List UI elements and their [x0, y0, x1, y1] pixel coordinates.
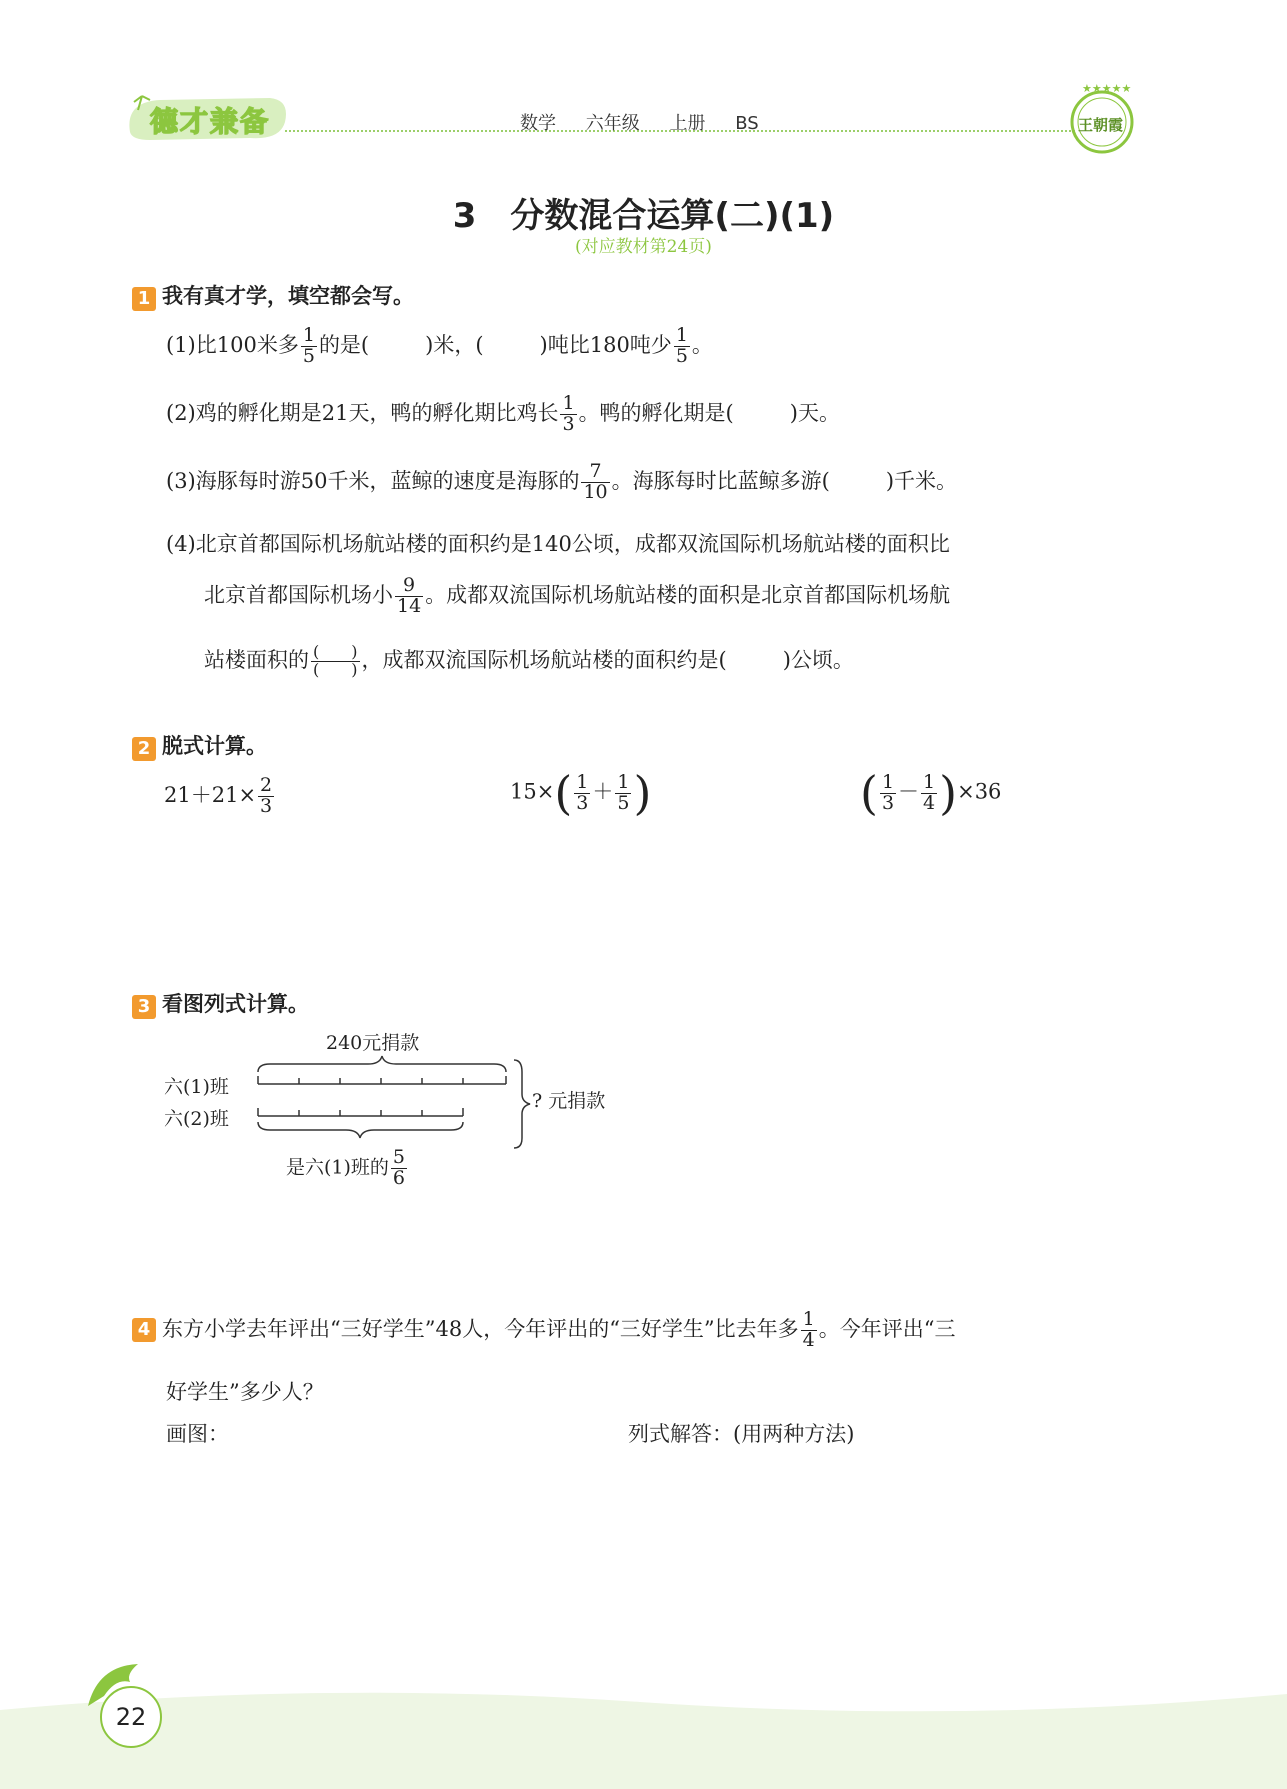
expr-operator: ＋ — [592, 779, 614, 804]
frac-num: 1 — [302, 324, 315, 346]
line-segment-diagram — [250, 1050, 540, 1180]
bottom-label-text: 是六(1)班的 — [286, 1156, 389, 1179]
left-paren: ( — [860, 766, 878, 820]
frac-den: 3 — [260, 794, 273, 817]
frac-den: 5 — [302, 344, 315, 367]
expr-text: 15× — [510, 779, 555, 804]
q4-text-1a: 东方小学去年评出“三好学生”48人，今年评出的“三好学生”比去年多 — [162, 1316, 799, 1341]
q1-item-4-line-1: (4)北京首都国际机场航站楼的面积约是140公顷，成都双流国际机场航站楼的面积比 — [166, 532, 950, 556]
frac-den: 14 — [397, 594, 422, 617]
q3-number: 3 — [132, 995, 156, 1019]
expr-fraction — [258, 776, 274, 817]
q1-item-4-line-2 — [204, 576, 950, 617]
q1-item-4-line-3 — [204, 644, 854, 679]
expr-fraction-2 — [615, 770, 631, 814]
expr-operator: － — [898, 779, 920, 804]
q1a-fraction-1 — [301, 326, 317, 367]
row-1-ticks — [258, 1076, 506, 1084]
frac-num: 1 — [923, 770, 936, 793]
q2-expression-1 — [164, 776, 276, 817]
q2-number: 2 — [132, 737, 156, 761]
bottom-brace — [258, 1122, 463, 1138]
q1a-text-4: )吨比180吨少 — [539, 332, 672, 357]
frac-den: 5 — [617, 791, 630, 814]
diagram-right-label: ? 元捐款 — [532, 1090, 606, 1112]
frac-num: 9 — [403, 574, 416, 596]
frac-den: 3 — [576, 791, 589, 814]
right-paren: ) — [939, 766, 958, 820]
svg-text:★★★★★: ★★★★★ — [1082, 82, 1132, 95]
q1a-fraction-2 — [674, 326, 690, 367]
frac-num: 1 — [617, 770, 630, 793]
q4-line-2: 好学生”多少人？ — [166, 1380, 324, 1404]
row-2-ticks — [258, 1108, 463, 1116]
diagram-row-1-label: 六(1)班 — [164, 1076, 229, 1098]
q1d-text-2b: 。成都双流国际机场航站楼的面积是北京首都国际机场航 — [425, 582, 951, 607]
q1c-fraction — [581, 462, 609, 503]
frac-num: 7 — [589, 460, 602, 482]
q1c-text-1: (3)海豚每时游50千米，蓝鲸的速度是海豚的 — [166, 468, 580, 493]
q2-heading — [132, 730, 267, 761]
header-meta — [520, 109, 773, 135]
frac-den: 4 — [802, 1328, 815, 1351]
q3-heading-text: 看图列式计算。 — [162, 992, 309, 1016]
frac-den: 3 — [881, 791, 895, 814]
frac-num: 5 — [392, 1146, 406, 1168]
expr-text: 21＋21× — [164, 782, 257, 807]
blank-denominator[interactable]: ( ) — [313, 660, 358, 679]
q4-solve-label: 列式解答：(用两种方法) — [628, 1422, 855, 1446]
q4-line-1 — [132, 1310, 956, 1351]
q4-text-1b: 。今年评出“三 — [818, 1316, 956, 1341]
q2-expression-3 — [860, 766, 1002, 820]
frac-num: 1 — [675, 324, 688, 346]
frac-num: 2 — [260, 774, 273, 796]
frac-den: 10 — [583, 480, 608, 503]
q4-fraction — [801, 1310, 817, 1351]
q1d-text-3a: 站楼面积的 — [204, 648, 309, 672]
top-brace — [258, 1056, 506, 1072]
q1-item-3 — [166, 462, 957, 503]
blank-numerator[interactable]: ( ) — [313, 642, 358, 662]
frac-den: 6 — [392, 1166, 406, 1189]
q1d-fraction — [395, 576, 423, 617]
frac-den: 4 — [923, 791, 936, 814]
q1b-fraction — [560, 394, 576, 435]
expr-fraction-1 — [574, 770, 590, 814]
q1b-text-2: 。鸭的孵化期是( — [578, 400, 734, 425]
subject: 数学 — [520, 113, 556, 134]
q1b-text-3: )天。 — [789, 400, 840, 425]
q1a-text-5: 。 — [691, 332, 713, 357]
expr-fraction-2 — [921, 770, 937, 814]
page-title: 3 分数混合运算(二)(1) — [452, 196, 835, 236]
q1d-text-3c: )公顷。 — [782, 648, 854, 672]
q1-heading — [132, 280, 414, 311]
q1d-text-2a: 北京首都国际机场小 — [204, 582, 393, 607]
seal-text: 王朝霞 — [1078, 116, 1124, 134]
seal-logo — [1062, 78, 1142, 158]
q1-item-2 — [166, 394, 840, 435]
q1d-text-3b: ，成都双流国际机场航站楼的面积约是( — [361, 648, 727, 672]
q1a-text-3: )米，( — [425, 332, 484, 357]
volume: 上册 — [669, 113, 706, 134]
frac-num: 1 — [802, 1308, 815, 1330]
edition: BS — [735, 113, 759, 134]
page-number: 22 — [100, 1686, 162, 1748]
frac-num: 1 — [576, 770, 589, 793]
q1-heading-text: 我有真才学，填空都会写。 — [162, 284, 414, 308]
q2-heading-text: 脱式计算。 — [162, 734, 267, 758]
q1c-text-2: 。海豚每时比蓝鲸多游( — [611, 468, 830, 493]
q1-item-1 — [166, 326, 713, 367]
diagram-top-label: 240元捐款 — [326, 1032, 420, 1054]
q2-expression-2 — [510, 766, 652, 820]
right-paren: ) — [633, 766, 652, 820]
right-brace — [514, 1060, 530, 1148]
q4-number: 4 — [132, 1318, 156, 1342]
q1c-text-3: )千米。 — [885, 468, 958, 493]
diagram-row-2-label: 六(2)班 — [164, 1108, 229, 1130]
q1a-text-2: 的是( — [318, 332, 370, 357]
q1-number: 1 — [132, 287, 156, 311]
grade: 六年级 — [585, 113, 640, 134]
expr-fraction-1 — [880, 770, 896, 814]
frac-num: 1 — [562, 392, 575, 414]
q4-draw-label: 画图： — [166, 1422, 229, 1446]
footer-wave — [0, 1680, 1287, 1789]
blank-fraction[interactable] — [311, 644, 360, 679]
frac-num: 1 — [881, 770, 895, 793]
logo-text: 德才兼备 — [150, 105, 271, 138]
frac-den: 3 — [562, 412, 575, 435]
q3-heading — [132, 988, 309, 1019]
q1b-text-1: (2)鸡的孵化期是21天，鸭的孵化期比鸡长 — [166, 400, 559, 425]
left-paren: ( — [554, 766, 573, 820]
frac-den: 5 — [675, 344, 688, 367]
q1a-text-1: (1)比100米多 — [166, 332, 299, 357]
expr-text: ×36 — [957, 779, 1002, 804]
page-subtitle: (对应教材第24页) — [575, 237, 712, 257]
